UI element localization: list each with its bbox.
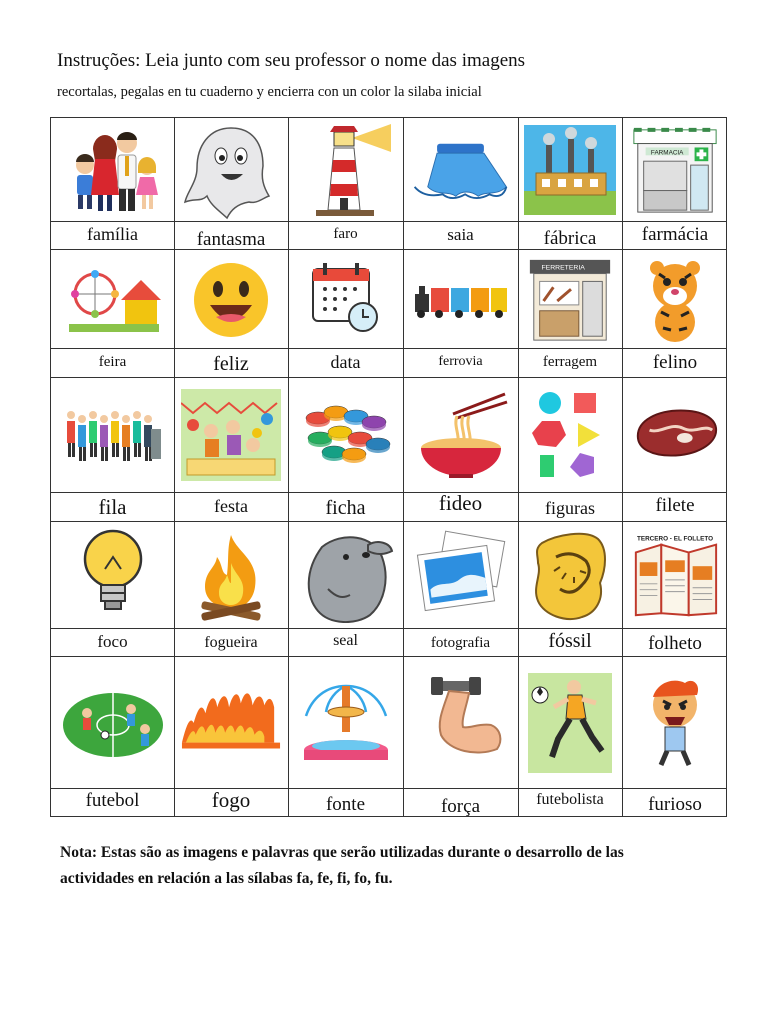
- word-label: fotografia: [430, 634, 491, 651]
- photos-icon: [409, 525, 512, 625]
- card-fogo: [174, 656, 288, 818]
- picture-word-grid: [50, 117, 727, 817]
- noodles-icon: [409, 381, 512, 489]
- card-ferrovia: [403, 249, 518, 377]
- word-label: feira: [98, 353, 127, 370]
- word-label: família: [87, 224, 138, 244]
- family-icon: [57, 122, 168, 218]
- word-label: fóssil: [548, 630, 592, 652]
- card-fila: [51, 377, 174, 521]
- brochure-icon: [628, 525, 722, 625]
- skirt-icon: [409, 122, 512, 218]
- word-label: fábrica: [543, 227, 597, 249]
- strength-icon: [409, 660, 512, 785]
- furious-icon: [628, 660, 722, 785]
- queue-icon: [57, 381, 168, 489]
- instructions-line-2: recortalas, pegalas en tu cuaderno y encierra con un color la silaba inicial: [57, 84, 482, 100]
- word-label: farmácia: [641, 223, 709, 245]
- card-ferragem: [518, 249, 622, 377]
- card-folheto: [622, 521, 728, 656]
- word-label: fonte: [325, 793, 366, 815]
- card-felino: [622, 249, 728, 377]
- fire-icon: [180, 660, 282, 785]
- card-família: [51, 118, 174, 249]
- happy-face-icon: [180, 253, 282, 346]
- word-label: força: [440, 795, 481, 817]
- soccer-field-icon: [57, 660, 168, 785]
- fountain-icon: [294, 660, 397, 785]
- lightbulb-icon: [57, 525, 168, 625]
- party-icon: [180, 381, 282, 489]
- seal-icon: [294, 525, 397, 625]
- card-força: [403, 656, 518, 818]
- word-label: foco: [97, 631, 128, 651]
- card-seal: [288, 521, 403, 656]
- svg-text:TERCERO - EL FOLLETO: TERCERO - EL FOLLETO: [636, 535, 714, 543]
- card-fotografia: [403, 521, 518, 656]
- word-label: faro: [333, 225, 358, 242]
- card-saia: [403, 118, 518, 249]
- card-figuras: [518, 377, 622, 521]
- bonfire-icon: [180, 525, 282, 625]
- pharmacy-icon: [628, 122, 722, 218]
- hardware-store-icon: [524, 253, 616, 346]
- word-label: ferrovia: [438, 354, 483, 369]
- card-faro: [288, 118, 403, 249]
- tokens-icon: [294, 381, 397, 489]
- card-foco: [51, 521, 174, 656]
- card-farmácia: [622, 118, 728, 249]
- card-feliz: [174, 249, 288, 377]
- word-label: fideo: [438, 491, 483, 515]
- word-label: futebolista: [536, 791, 604, 808]
- word-label: futebol: [85, 789, 140, 811]
- card-filete: [622, 377, 728, 521]
- card-feira: [51, 249, 174, 377]
- factory-icon: [524, 122, 616, 218]
- word-label: figuras: [545, 497, 595, 518]
- word-label: ferragem: [542, 353, 598, 370]
- word-label: feliz: [213, 353, 249, 375]
- word-label: fogo: [211, 787, 251, 812]
- word-label: fogueira: [204, 634, 258, 651]
- card-data: [288, 249, 403, 377]
- card-fóssil: [518, 521, 622, 656]
- word-label: festa: [214, 495, 248, 516]
- word-label: data: [330, 352, 361, 372]
- instructions-line-1: Instruções: Leia junto com seu professor o nome das imagens: [57, 50, 526, 71]
- svg-text:FERRETERIA: FERRETERIA: [541, 264, 585, 272]
- tiger-icon: [628, 253, 722, 346]
- fair-icon: [57, 253, 168, 346]
- card-futebol: [51, 656, 174, 818]
- card-fantasma: [174, 118, 288, 249]
- fossil-icon: [524, 525, 616, 625]
- word-label: fantasma: [196, 228, 266, 250]
- word-label: ficha: [325, 496, 366, 519]
- card-fideo: [403, 377, 518, 521]
- card-fábrica: [518, 118, 622, 249]
- word-label: felino: [652, 351, 698, 373]
- word-label: saia: [447, 224, 474, 244]
- word-label: filete: [655, 495, 695, 516]
- steak-icon: [628, 381, 722, 489]
- word-label: folheto: [648, 632, 702, 654]
- card-ficha: [288, 377, 403, 521]
- svg-text:FARMACIA: FARMACIA: [650, 149, 684, 157]
- shapes-icon: [524, 381, 616, 489]
- soccer-player-icon: [524, 660, 616, 785]
- card-fogueira: [174, 521, 288, 656]
- note-text: Nota: Estas são as imagens e palavras que serão utilizadas durante o desarrollo de las actividades en relación a las sílabas fa, fe, fi, fo, fu.: [60, 844, 624, 887]
- calendar-icon: [294, 253, 397, 346]
- ghost-icon: [180, 122, 282, 218]
- train-icon: [409, 253, 512, 346]
- card-furioso: [622, 656, 728, 818]
- card-futebolista: [518, 656, 622, 818]
- word-label: fila: [98, 495, 127, 519]
- word-label: seal: [333, 632, 358, 649]
- word-label: furioso: [648, 793, 702, 815]
- card-festa: [174, 377, 288, 521]
- lighthouse-icon: [294, 122, 397, 218]
- card-fonte: [288, 656, 403, 818]
